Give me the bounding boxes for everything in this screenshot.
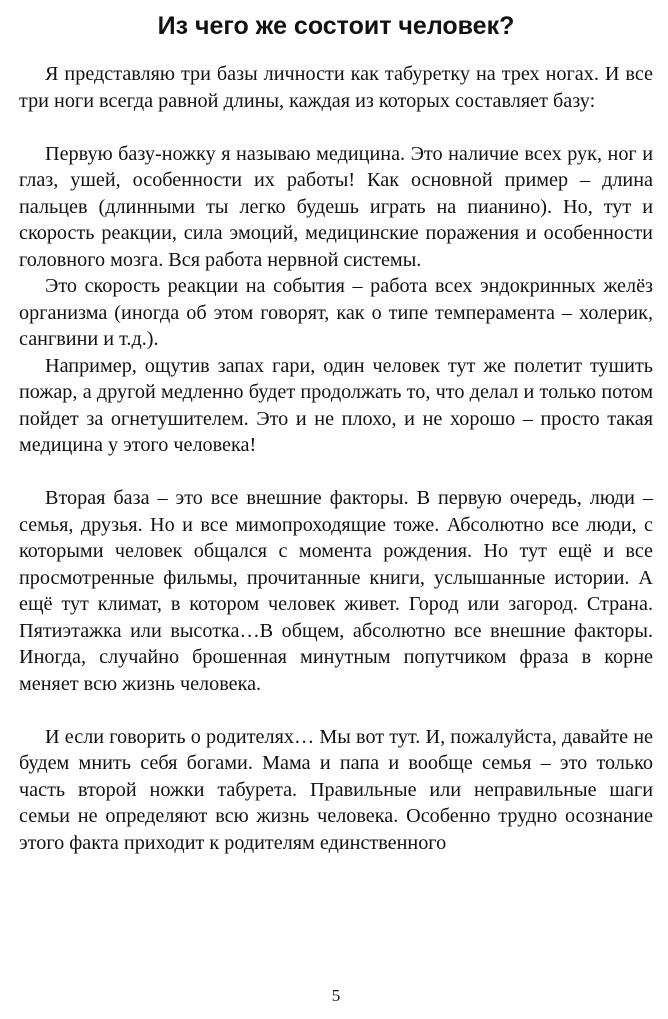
chapter-title: Из чего же состоит человек? <box>157 12 515 40</box>
paragraph-first-base: Первую базу-ножку я называю медицина. Это наличие всех рук, ног и глаз, ушей, особенности их работы! Как основной пример – длина пальцев (длинными ты легко будешь играть на пианино). Но, тут и скорость реакции, сила эмоций, медицинские поражения и особенности головного мозга. Вся работа нервной системы. <box>19 142 653 271</box>
paragraph-reaction-speed: Это скорость реакции на события – работа всех эндокринных желёз организма (иногда об этом говорят, как о типе темперамента – холерик, сангвини и т.д.). <box>19 275 653 350</box>
book-page <box>19 0 653 1019</box>
page-number: 5 <box>331 986 341 1005</box>
paragraph-intro: Я представляю три базы личности как табуретку на трех ногах. И все три ноги всегда равной длины, каждая из которых составляет базу: <box>19 63 653 112</box>
paragraph-example: Например, ощутив запах гари, один человек тут же полетит тушить пожар, а другой медленно будет продолжать то, что делал и только потом пойдет за огнетушителем. Это и не плохо, и не хорошо – просто такая медицина у этого человека! <box>19 354 653 456</box>
paragraph-parents: И если говорить о родителях… Мы вот тут. И, пожалуйста, давайте не будем мнить себя богами. Мама и папа и вообще семья – это только часть второй ножки табурета. Правильные или неправильные шаги семьи не определяют всю жизнь человека. Особенно трудно осознание этого факта приходит к родителям единственного <box>19 725 653 854</box>
paragraph-second-base: Вторая база – это все внешние факторы. В первую очередь, люди – семья, друзья. Но и все мимопроходящие тоже. Абсолютно все люди, с которыми человек общался с момента рождения. Но тут ещё и все просмотренные фильмы, прочитанные книги, услышанные истории. А ещё тут климат, в котором человек живет. Город или загород. Страна. Пятиэтажка или высотка…В общем, абсолютно все внешние факторы. Иногда, случайно брошенная минутным попутчиком фраза в корне меняет всю жизнь человека. <box>19 487 653 695</box>
chapter-body <box>19 61 653 856</box>
